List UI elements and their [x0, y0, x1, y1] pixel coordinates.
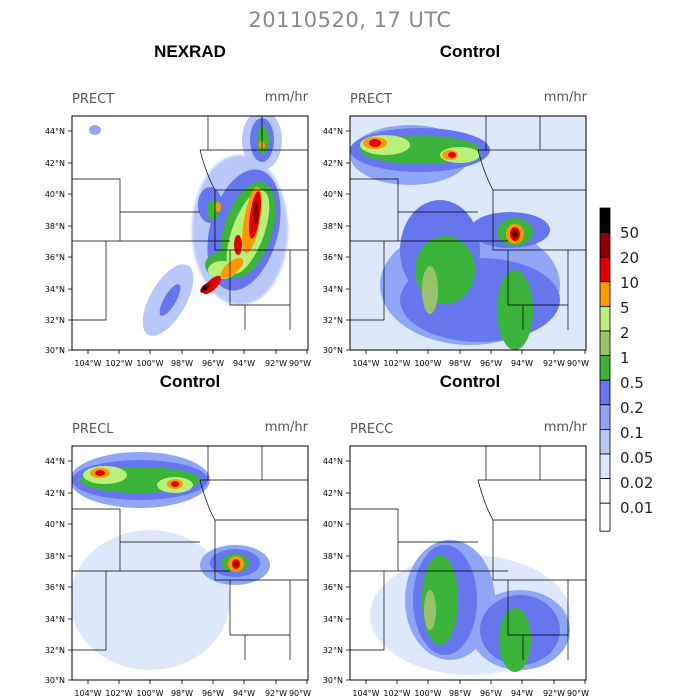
colorbar-label: 0.01: [620, 499, 654, 517]
panel-units: mm/hr: [543, 90, 587, 105]
colorbar-swatch: [600, 233, 610, 258]
colorbar-swatch: [600, 429, 610, 454]
colorbar-label: 50: [620, 224, 640, 242]
lat-tick-label: 40°N: [322, 520, 343, 529]
precip-field: [350, 116, 586, 350]
lon-tick-label: 90°W: [288, 359, 312, 368]
lon-tick-label: 90°W: [566, 689, 590, 698]
lon-tick-label: 92°W: [542, 359, 566, 368]
lon-tick-label: 98°W: [170, 359, 194, 368]
colorbar-swatch: [600, 208, 610, 233]
lon-tick-label: 94°W: [510, 689, 534, 698]
colorbar-label: 0.1: [620, 424, 644, 442]
colorbar-swatch: [600, 356, 610, 381]
colorbar-swatch: [600, 306, 610, 331]
colorbar-swatch: [600, 282, 610, 307]
lat-tick-label: 44°N: [44, 457, 65, 466]
lon-tick-label: 94°W: [232, 359, 256, 368]
lat-tick-label: 34°N: [44, 285, 65, 294]
panel-var-label: PRECL: [72, 422, 114, 437]
panel-var-label: PRECC: [350, 422, 394, 437]
lon-tick-label: 102°W: [383, 689, 411, 698]
lat-tick-label: 40°N: [44, 190, 65, 199]
panel-units: mm/hr: [264, 90, 308, 105]
panel-var-label: PRECT: [72, 92, 115, 107]
lat-tick-label: 44°N: [322, 457, 343, 466]
lat-tick-label: 32°N: [322, 316, 343, 325]
lon-tick-label: 92°W: [264, 689, 288, 698]
colorbar: [600, 208, 610, 531]
panel-var-label: PRECT: [350, 92, 393, 107]
colorbar-label: 0.2: [620, 399, 644, 417]
lon-tick-label: 100°W: [414, 689, 442, 698]
main-title: 20110520, 17 UTC: [248, 8, 452, 32]
lat-tick-label: 38°N: [44, 222, 65, 231]
colorbar-label: 1: [620, 349, 630, 367]
colorbar-label: 0.5: [620, 374, 644, 392]
lat-tick-label: 34°N: [44, 615, 65, 624]
lat-tick-label: 32°N: [322, 646, 343, 655]
lat-tick-label: 38°N: [322, 222, 343, 231]
lon-tick-label: 90°W: [288, 689, 312, 698]
lon-tick-label: 98°W: [448, 359, 472, 368]
panel-control-precc-map: [350, 446, 586, 680]
lon-tick-label: 104°W: [352, 359, 380, 368]
lon-tick-label: 96°W: [201, 689, 225, 698]
lat-tick-label: 30°N: [322, 346, 343, 355]
colorbar-swatch: [600, 257, 610, 282]
lon-tick-label: 94°W: [510, 359, 534, 368]
panel-title-control-precl: Control: [159, 372, 221, 391]
colorbar-swatch: [600, 454, 610, 479]
lon-tick-label: 96°W: [479, 689, 503, 698]
lon-tick-label: 102°W: [105, 689, 133, 698]
lon-tick-label: 92°W: [264, 359, 288, 368]
colorbar-swatch: [600, 479, 610, 504]
lat-tick-label: 42°N: [44, 159, 65, 168]
lon-tick-label: 102°W: [383, 359, 411, 368]
precip-field: [350, 446, 586, 680]
lon-tick-label: 90°W: [566, 359, 590, 368]
lon-tick-label: 98°W: [448, 689, 472, 698]
lon-tick-label: 96°W: [201, 359, 225, 368]
panel-control-prect-map: [350, 116, 586, 350]
panel-title-control-prect: Control: [439, 42, 501, 61]
lat-tick-label: 42°N: [322, 489, 343, 498]
lon-tick-label: 98°W: [170, 689, 194, 698]
lat-tick-label: 40°N: [322, 190, 343, 199]
lat-tick-label: 38°N: [322, 552, 343, 561]
lat-tick-label: 38°N: [44, 552, 65, 561]
lat-tick-label: 32°N: [44, 646, 65, 655]
lat-tick-label: 40°N: [44, 520, 65, 529]
colorbar-label: 5: [620, 299, 630, 317]
panel-nexrad-map: [72, 110, 308, 350]
lat-tick-label: 30°N: [44, 676, 65, 685]
lat-tick-label: 34°N: [322, 285, 343, 294]
lat-tick-label: 36°N: [322, 253, 343, 262]
lat-tick-label: 42°N: [322, 159, 343, 168]
lon-tick-label: 92°W: [542, 689, 566, 698]
colorbar-swatch: [600, 405, 610, 430]
colorbar-swatch: [600, 331, 610, 356]
colorbar-label: 0.02: [620, 474, 654, 492]
panel-units: mm/hr: [264, 420, 308, 435]
colorbar-label: 0.05: [620, 449, 654, 467]
lon-tick-label: 104°W: [352, 689, 380, 698]
lat-tick-label: 36°N: [44, 253, 65, 262]
panel-title-nexrad: NEXRAD: [154, 42, 226, 61]
lat-tick-label: 42°N: [44, 489, 65, 498]
lon-tick-label: 94°W: [232, 689, 256, 698]
panel-title-control-precc: Control: [439, 372, 501, 391]
panel-units: mm/hr: [543, 420, 587, 435]
colorbar-label: 20: [620, 249, 640, 267]
lon-tick-label: 100°W: [414, 359, 442, 368]
lon-tick-label: 100°W: [136, 359, 164, 368]
lon-tick-label: 96°W: [479, 359, 503, 368]
lat-tick-label: 30°N: [44, 346, 65, 355]
lat-tick-label: 36°N: [44, 583, 65, 592]
lat-tick-label: 34°N: [322, 615, 343, 624]
lat-tick-label: 44°N: [44, 127, 65, 136]
lon-tick-label: 102°W: [105, 359, 133, 368]
lon-tick-label: 104°W: [74, 359, 102, 368]
colorbar-swatch: [600, 380, 610, 405]
colorbar-label: 10: [620, 274, 640, 292]
lon-tick-label: 100°W: [136, 689, 164, 698]
colorbar-swatch: [600, 503, 610, 531]
lon-tick-label: 104°W: [74, 689, 102, 698]
lat-tick-label: 30°N: [322, 676, 343, 685]
lat-tick-label: 36°N: [322, 583, 343, 592]
colorbar-label: 2: [620, 324, 630, 342]
lat-tick-label: 44°N: [322, 127, 343, 136]
lat-tick-label: 32°N: [44, 316, 65, 325]
